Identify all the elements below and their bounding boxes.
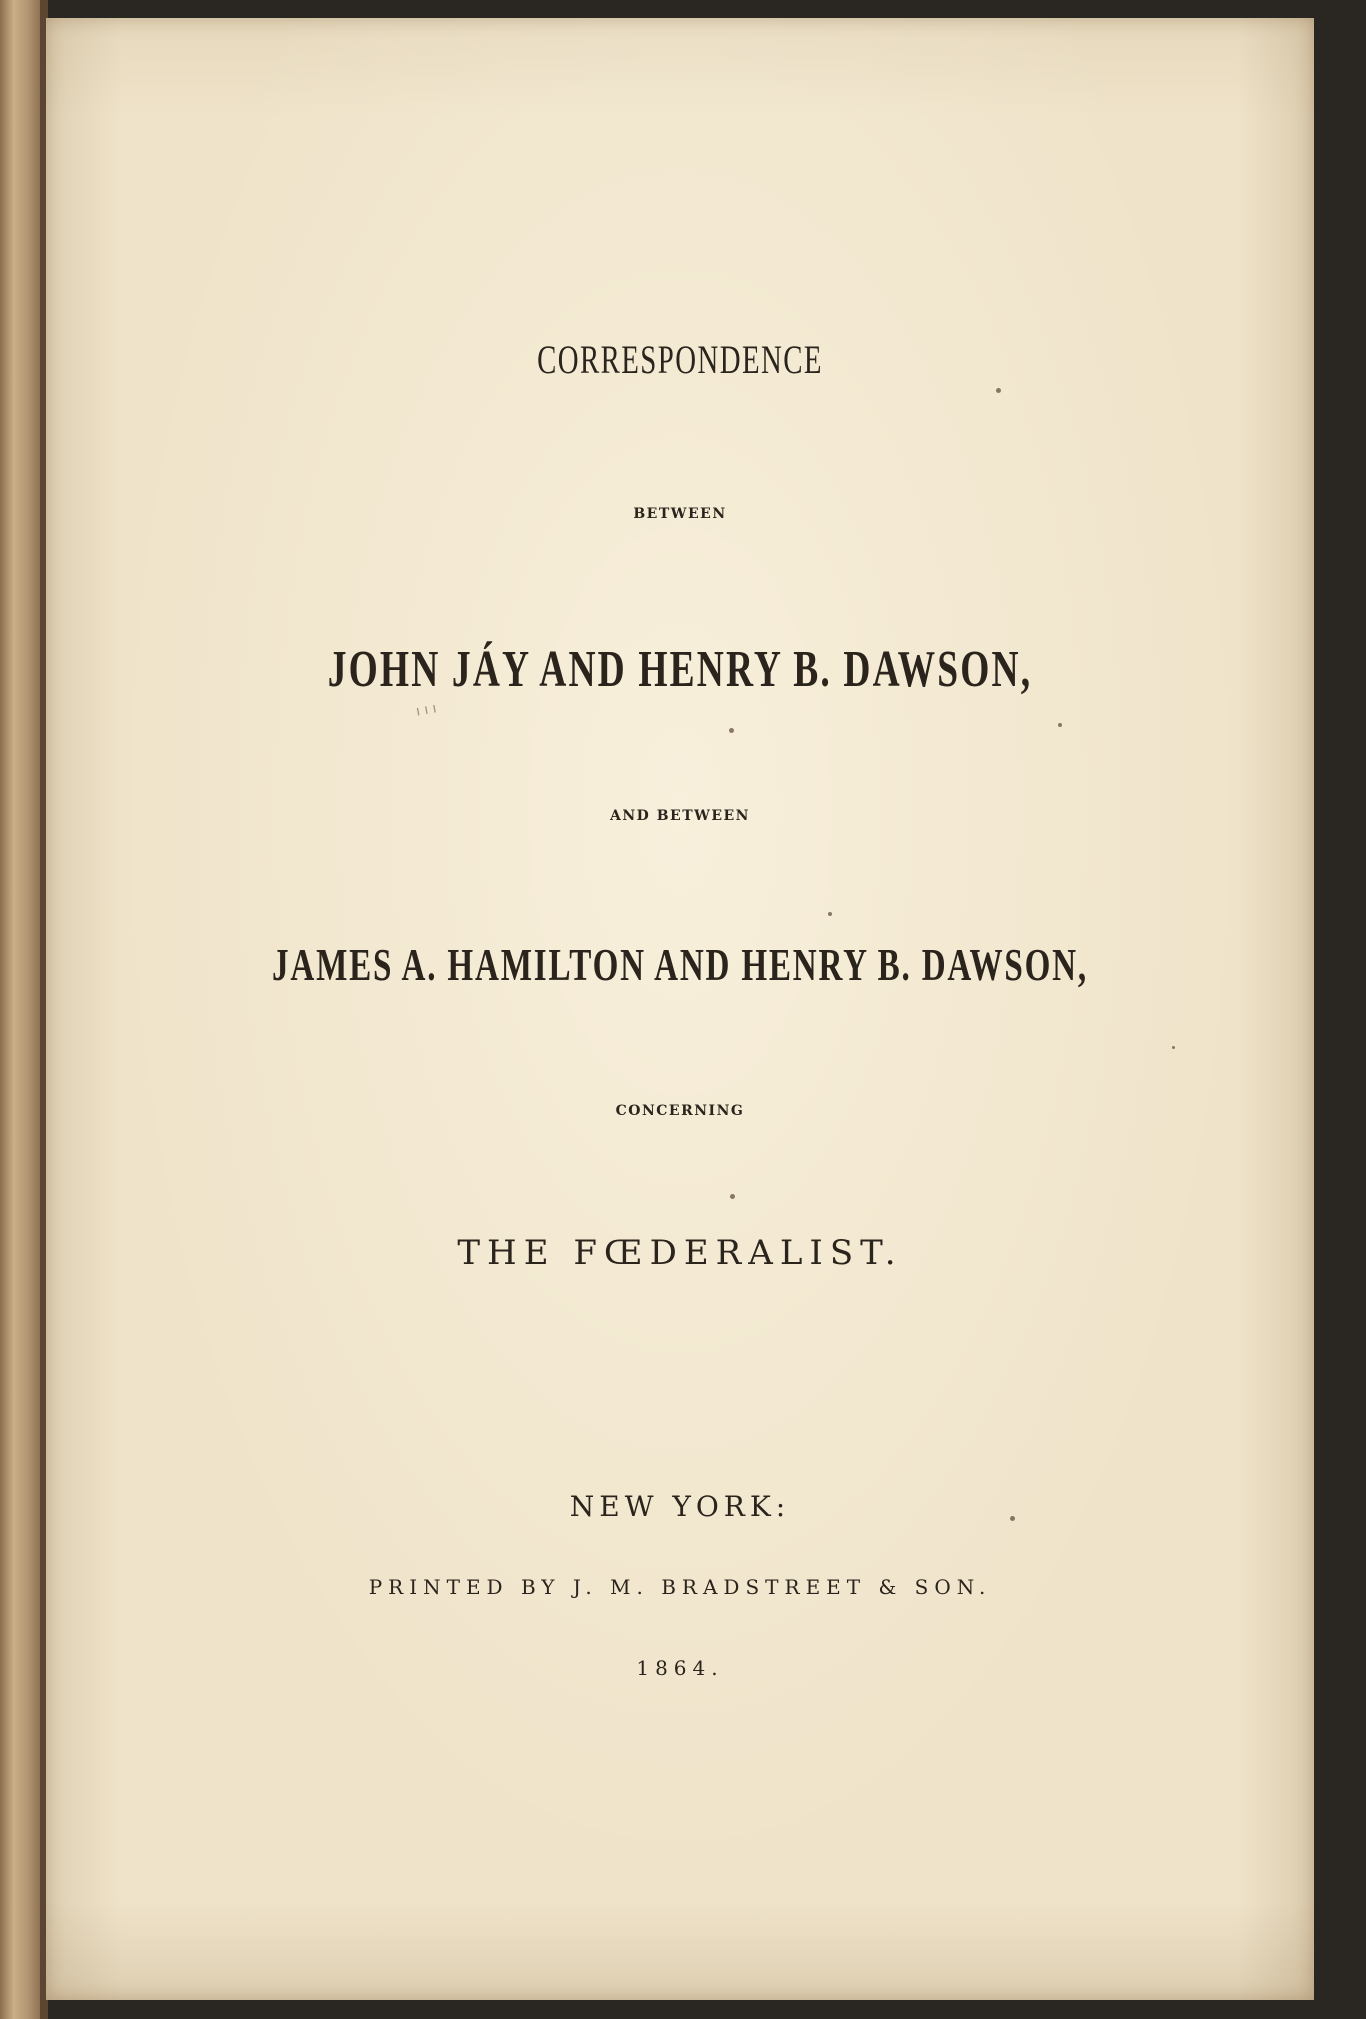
and-between-label: AND BETWEEN xyxy=(610,808,750,824)
paper-speck xyxy=(1010,1516,1015,1521)
paper-speck xyxy=(828,912,832,916)
imprint-printer: PRINTED BY J. M. BRADSTREET & SON. xyxy=(368,1575,992,1599)
paper-speck xyxy=(996,388,1001,393)
concerning-label: CONCERNING xyxy=(615,1103,745,1119)
paper-speck xyxy=(1172,1046,1175,1049)
imprint-year: 1864. xyxy=(636,1656,724,1680)
imprint-place: NEW YORK: xyxy=(569,1490,791,1523)
second-parties-line: JAMES A. HAMILTON AND HENRY B. DAWSON, xyxy=(272,939,1088,990)
paper-speck xyxy=(1058,723,1062,727)
page-heading: CORRESPONDENCE xyxy=(537,337,823,382)
between-label: BETWEEN xyxy=(633,506,727,522)
title-page xyxy=(46,18,1314,2000)
paper-speck xyxy=(729,728,734,733)
pencil-annotation-mark: ı ı ı xyxy=(414,700,438,720)
subject-title: THE FŒDERALIST. xyxy=(457,1233,903,1273)
paper-speck xyxy=(730,1194,735,1199)
first-parties-line: JOHN JÁY AND HENRY B. DAWSON, xyxy=(327,641,1033,698)
